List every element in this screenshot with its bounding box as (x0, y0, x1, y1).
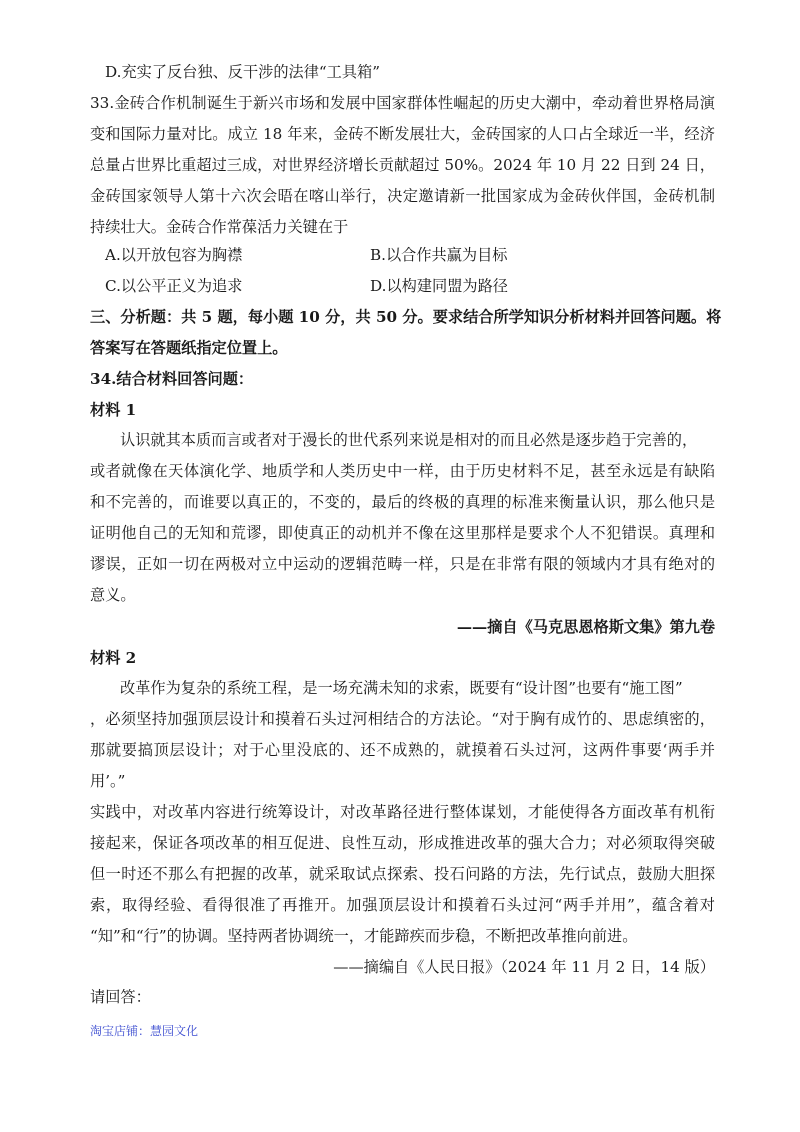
q33-option-a: A.以开放包容为胸襟 (105, 246, 243, 264)
material-2-source: ——摘编自《人民日报》（2024 年 11 月 2 日，14 版） (333, 958, 715, 976)
material-2-line: “知”和“行”的协调。坚持两者协调统一，才能蹄疾而步稳，不断把改革推向前进。 (90, 927, 638, 945)
material-1-line: 意义。 (90, 586, 136, 604)
material-1-line: 证明他自己的无知和荒谬，即使真正的动机并不像在这里那样是要求个人不犯错误。真理和 (90, 524, 715, 542)
material-2-label: 材料 2 (90, 649, 137, 667)
q33-line: 持续壮大。金砖合作常葆活力关键在于 (90, 218, 349, 236)
q33-option-b: B.以合作共赢为目标 (370, 246, 508, 264)
section-heading: 三、分析题：共 5 题，每小题 10 分，共 50 分。要求结合所学知识分析材料并回答问题。将 (90, 308, 722, 326)
material-1-line: 谬误，正如一切在两极对立中运动的逻辑范畴一样，只是在非常有限的领域内才具有绝对的 (90, 555, 715, 573)
q33-line: 变和国际力量对比。成立 18 年来，金砖不断发展壮大，金砖国家的人口占全球近一半，经济 (90, 125, 715, 143)
material-2-line: 但一时还不那么有把握的改革，就采取试点探索、投石问路的方法，先行试点，鼓励大胆探 (90, 865, 715, 883)
q33-line: 金砖国家领导人第十六次会晤在喀山举行，决定邀请新一批国家成为金砖伙伴国，金砖机制 (90, 187, 715, 205)
material-1-line: 认识就其本质而言或者对于漫长的世代系列来说是相对的而且必然是逐步趋于完善的， (120, 431, 698, 449)
material-2-line: 那就要搞顶层设计；对于心里没底的、还不成熟的，就摸着石头过河，这两件事要‘两手并 (90, 741, 715, 759)
material-1-label: 材料 1 (90, 401, 137, 419)
answer-prompt: 请回答： (90, 988, 151, 1006)
q33-line: 总量占世界比重超过三成，对世界经济增长贡献超过 50%。2024 年 10 月 22 日到 24 日， (90, 156, 715, 174)
material-2-line: 实践中，对改革内容进行统筹设计，对改革路径进行整体谋划，才能使得各方面改革有机衔 (90, 803, 715, 821)
section-heading: 答案写在答题纸指定位置上。 (90, 339, 288, 357)
material-2-line: 接起来，保证各项改革的相互促进、良性互动，形成推进改革的强大合力；对必须取得突破 (90, 834, 715, 852)
material-1-line: 或者就像在天体演化学、地质学和人类历史中一样，由于历史材料不足，甚至永远是有缺陷 (90, 462, 715, 480)
q32-option-d: D.充实了反台独、反干涉的法律“工具箱” (105, 63, 380, 81)
material-2-line: 用’。” (90, 772, 126, 790)
material-1-source: ——摘自《马克思恩格斯文集》第九卷 (456, 618, 715, 636)
material-1-line: 和不完善的，而谁要以真正的，不变的，最后的终极的真理的标准来衡量认识，那么他只是 (90, 493, 715, 511)
material-2-line: 改革作为复杂的系统工程，是一场充满未知的求索，既要有“设计图”也要有“施工图” (120, 679, 683, 697)
material-2-line: ，必须坚持加强顶层设计和摸着石头过河相结合的方法论。“对于胸有成竹的、思虑缜密的， (90, 710, 715, 728)
q33-line: 33.金砖合作机制诞生于新兴市场和发展中国家群体性崛起的历史大潮中，牵动着世界格局演 (90, 94, 715, 112)
q33-option-d: D.以构建同盟为路径 (370, 277, 508, 295)
q34-title: 34.结合材料回答问题： (90, 370, 254, 388)
shop-watermark: 淘宝店铺：慧园文化 (90, 1024, 199, 1038)
q33-option-c: C.以公平正义为追求 (105, 277, 243, 295)
material-2-line: 索，取得经验、看得很准了再推开。加强顶层设计和摸着石头过河“两手并用”，蕴含着对 (90, 896, 715, 914)
